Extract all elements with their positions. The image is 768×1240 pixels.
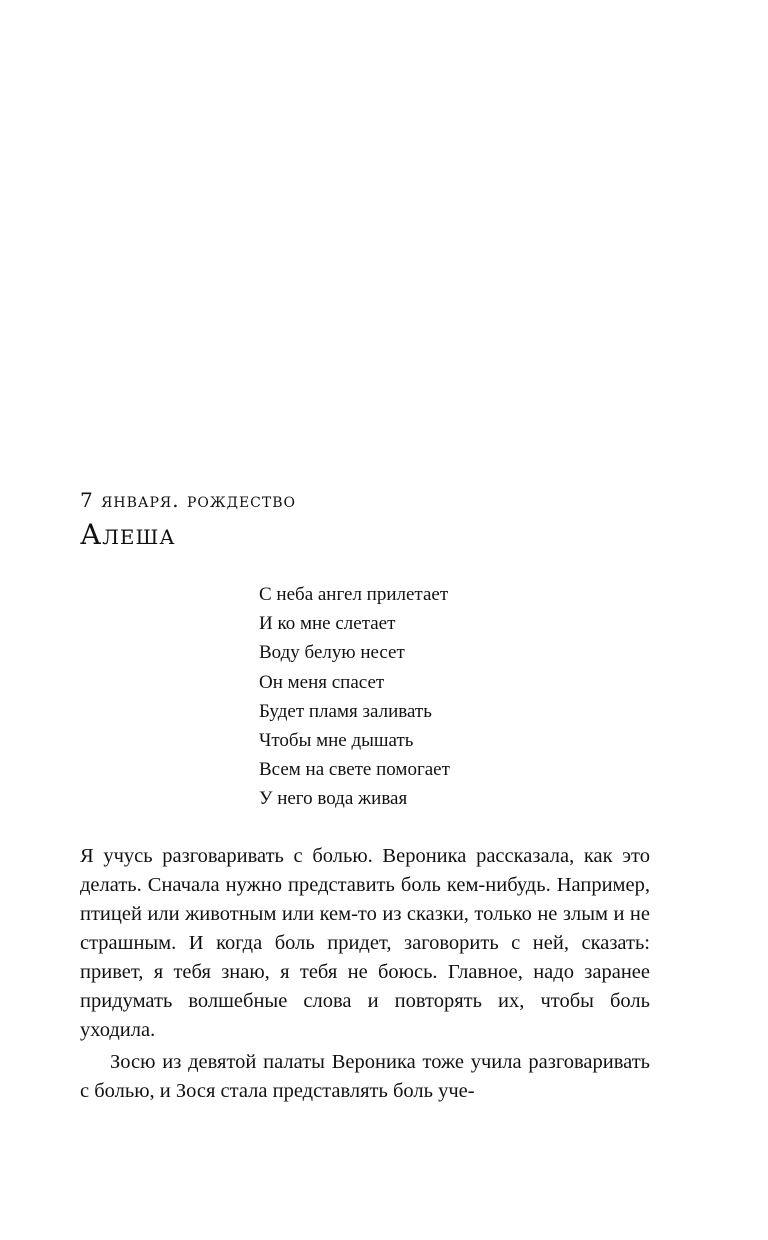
poem-line: С неба ангел прилетает xyxy=(259,584,449,605)
poem-line: Чтобы мне дышать xyxy=(259,730,414,752)
poem-line: Будет пламя заливать xyxy=(259,700,432,722)
paragraph: Зосю из девятой палаты Вероника тоже учила разговаривать с болью, и Зося стала представлять боль уче- xyxy=(80,1051,650,1102)
poem-line: Он меня спасет xyxy=(259,671,385,693)
paragraph: Я учусь разговаривать с болью. Вероника рассказала, как это делать. Сначала нужно представить боль кем-нибудь. Например, птицей или животным или кем-то из сказки, только не злым и не страшным. И когда боль придет, заговорить с ней, сказать: привет, я тебя знаю, я тебя не боюсь. Главное, надо заранее придумать волшебные слова и повторять их, чтобы боль уходила. xyxy=(80,845,650,1041)
poem-line: У него вода живая xyxy=(259,788,408,810)
poem-line: Всем на свете помогает xyxy=(259,759,450,781)
date-number: 7 xyxy=(80,488,94,512)
poem xyxy=(259,580,450,814)
body-text xyxy=(80,842,650,1106)
date-text: января. рождество xyxy=(101,488,296,512)
poem-line: Воду белую несет xyxy=(259,642,405,664)
poem-line: И ко мне слетает xyxy=(259,613,396,635)
chapter-date xyxy=(80,488,296,512)
chapter-title: Алеша xyxy=(80,518,176,551)
